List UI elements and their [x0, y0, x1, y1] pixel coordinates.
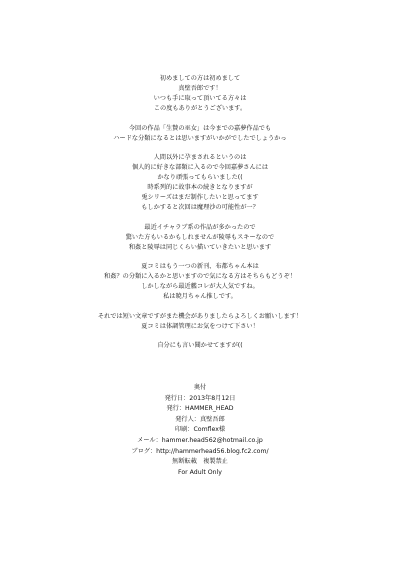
afterword-line: 今回の作品「生贄の巫女」は今までの嘉夢作品でも	[128, 124, 272, 132]
afterword-line: 時系列的に故事本の続きとなりますが	[147, 184, 253, 191]
colophon-issuer: 発行人：真壁吾郎	[175, 415, 225, 423]
afterword-line: 夏コミはもう一つの新刊、布都ちゃん本は	[141, 263, 259, 270]
colophon-publisher: 発行：HAMMER_HEAD	[166, 405, 234, 413]
afterword-line: 驚いた方もいるかもしれませんが陵辱もスキーなので	[125, 233, 275, 241]
colophon-email: メール：hammer.head562@hotmail.co.jp	[137, 436, 263, 444]
colophon	[0, 383, 400, 478]
afterword-line: 和姦と陵辱は同じくらい描いていきたいと思います	[128, 243, 272, 251]
afterword-paragraph	[0, 74, 400, 114]
afterword-line: 自分にも言い聞かせてますが((	[157, 342, 243, 349]
afterword-line: 真壁吾郎です！	[178, 85, 222, 92]
afterword-paragraph	[0, 262, 400, 302]
colophon-issue-date: 発行日：2013年8月12日	[164, 394, 236, 402]
afterword-paragraph	[0, 223, 400, 253]
afterword-line: 兎シリーズはまだ制作したいと思ってます	[141, 194, 259, 201]
afterword-line: かなり頑張ってもらいました((	[157, 174, 243, 181]
afterword-line: 和姦？の分類に入るかと思いますので気になる方はそちらもどうぞ！	[104, 273, 296, 280]
afterword-paragraph	[0, 341, 400, 351]
afterword-line: それでは短い文章ですがまた機会がありましたらよろしくお願いします！	[97, 312, 303, 320]
colophon-printer: 印刷：Comflex様	[174, 426, 226, 434]
afterword-paragraph	[0, 124, 400, 144]
afterword-line: 個人的に好きな部類に入るので今回嘉夢さんには	[131, 164, 269, 171]
afterword-paragraph	[0, 153, 400, 213]
afterword-line: 人間以外に孕まされるというのは	[153, 154, 247, 161]
afterword-line: 最近イチャラブ系の作品が多かったので	[144, 223, 256, 231]
colophon-rating: For Adult Only	[178, 468, 222, 476]
afterword-line: もしかすると次回は魔理沙の可能性が一？	[141, 204, 259, 211]
afterword-line: いつも手に取って頂いてる方々は	[153, 95, 247, 102]
afterword-line: 私は暁月ちゃん推しです。	[163, 293, 237, 300]
colophon-blog: ブログ：http://hammerhead56.blog.fc2.com/	[131, 447, 269, 455]
afterword-line: ハードな分類になるとは思いますがいかがでしたでしょうかっ	[113, 134, 287, 142]
colophon-title: 奥付	[193, 384, 207, 391]
afterword-line: この度もありがとうございます。	[153, 105, 247, 112]
afterword-text	[0, 74, 400, 361]
afterword-line: しかしながら最近艦コレが大人気ですね。	[141, 283, 259, 290]
afterword-line: 夏コミは体調管理にお気をつけて下さい！	[141, 322, 259, 330]
colophon-notice: 無断転載 複製禁止	[172, 458, 228, 466]
afterword-line: 初めましての方は初めまして	[159, 75, 241, 82]
afterword-paragraph	[0, 312, 400, 332]
